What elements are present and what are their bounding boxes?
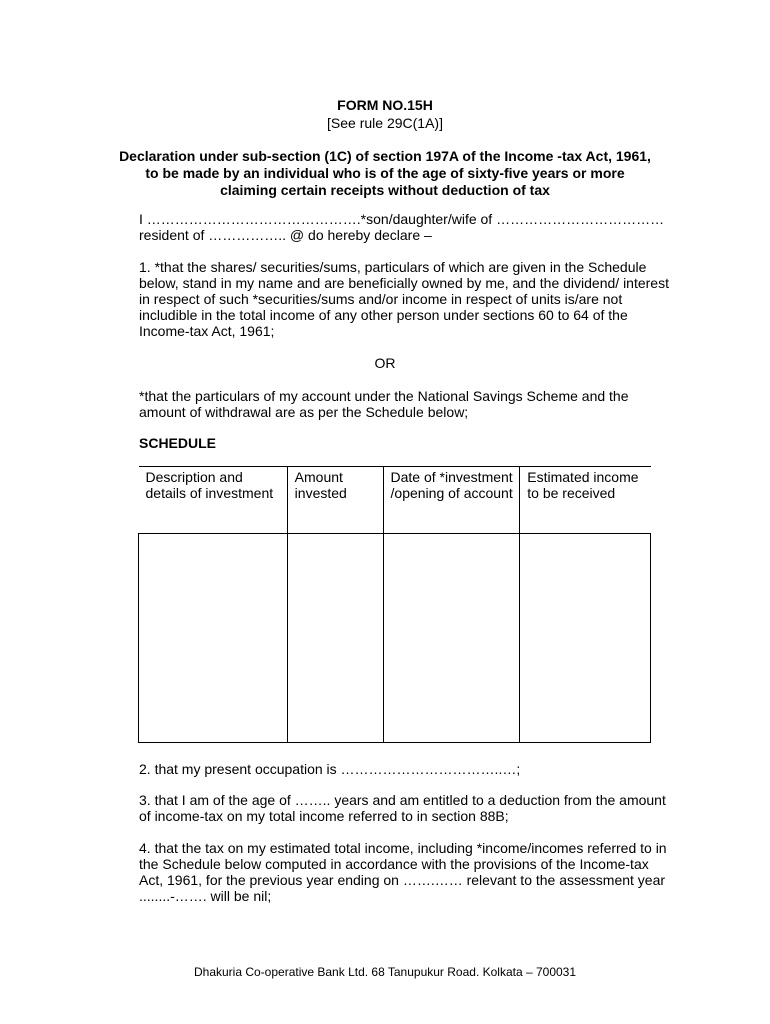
paragraph-line: of income-tax on my total income referred to in section 88B; [139,808,509,824]
paragraph-3 [139,792,666,824]
column-header: Date of *investment /opening of account [383,467,520,534]
nss-paragraph [139,388,659,420]
declaration-title-line: Declaration under sub-section (1C) of section 197A of the Income -tax Act, 1961, [119,148,651,164]
intro-line: resident of …………….. @ do hereby declare – [139,227,432,243]
declaration-title-line: claiming certain receipts without deduction of tax [220,182,550,198]
declaration-title-line: to be made by an individual who is of the age of sixty-five years or more [145,165,625,181]
paragraph-line: the Schedule below computed in accordance with the provisions of the Income-tax [139,856,649,872]
paragraph-line: 1. *that the shares/ securities/sums, particulars of which are given in the Schedule [139,259,647,275]
paragraph-2 [139,761,659,777]
column-header: Estimated income to be received [520,467,651,534]
paragraph-line: 4. that the tax on my estimated total income, including *income/incomes referred to in [139,840,667,856]
paragraph-4 [139,840,667,904]
paragraph-line: 2. that my present occupation is ……………………………..…; [139,761,521,777]
paragraph-line: 3. that I am of the age of …….. years and am entitled to a deduction from the amount [139,792,666,808]
schedule-empty-row [139,534,651,743]
paragraph-line: in respect of such *securities/sums and/or income in respect of units is/are not [139,291,623,307]
paragraph-line: amount of withdrawal are as per the Schedule below; [139,404,469,420]
paragraph-line: below, stand in my name and are beneficially owned by me, and the dividend/ interest [139,275,669,291]
schedule-cell[interactable] [287,534,383,743]
paragraph-1 [139,259,669,339]
schedule-table [138,466,651,743]
intro-line: I ……………………………………….*son/daughter/wife of ……………………………… [139,211,665,227]
or-separator: OR [374,355,396,371]
schedule-cell[interactable] [139,534,288,743]
column-header: Description and details of investment [139,467,288,534]
paragraph-line: includible in the total income of any other person under sections 60 to 64 of the [139,307,628,323]
paragraph-line: Income-tax Act, 1961; [139,323,275,339]
paragraph-line: *that the particulars of my account under the National Savings Scheme and the [139,388,629,404]
schedule-cell[interactable] [383,534,520,743]
schedule-header-row [139,467,651,534]
schedule-heading: SCHEDULE [139,435,217,451]
paragraph-line: ........-……. will be nil; [139,888,272,904]
column-header: Amount invested [287,467,383,534]
form-title: FORM NO.15H [337,97,433,113]
rule-reference: [See rule 29C(1A)] [327,115,443,131]
declarant-intro [139,211,665,243]
declaration-title [0,148,770,199]
paragraph-line: Act, 1961, for the previous year ending on …….…… relevant to the assessment year [139,872,666,888]
schedule-cell[interactable] [520,534,651,743]
page-footer: Dhakuria Co-operative Bank Ltd. 68 Tanupukur Road. Kolkata – 700031 [193,965,577,979]
